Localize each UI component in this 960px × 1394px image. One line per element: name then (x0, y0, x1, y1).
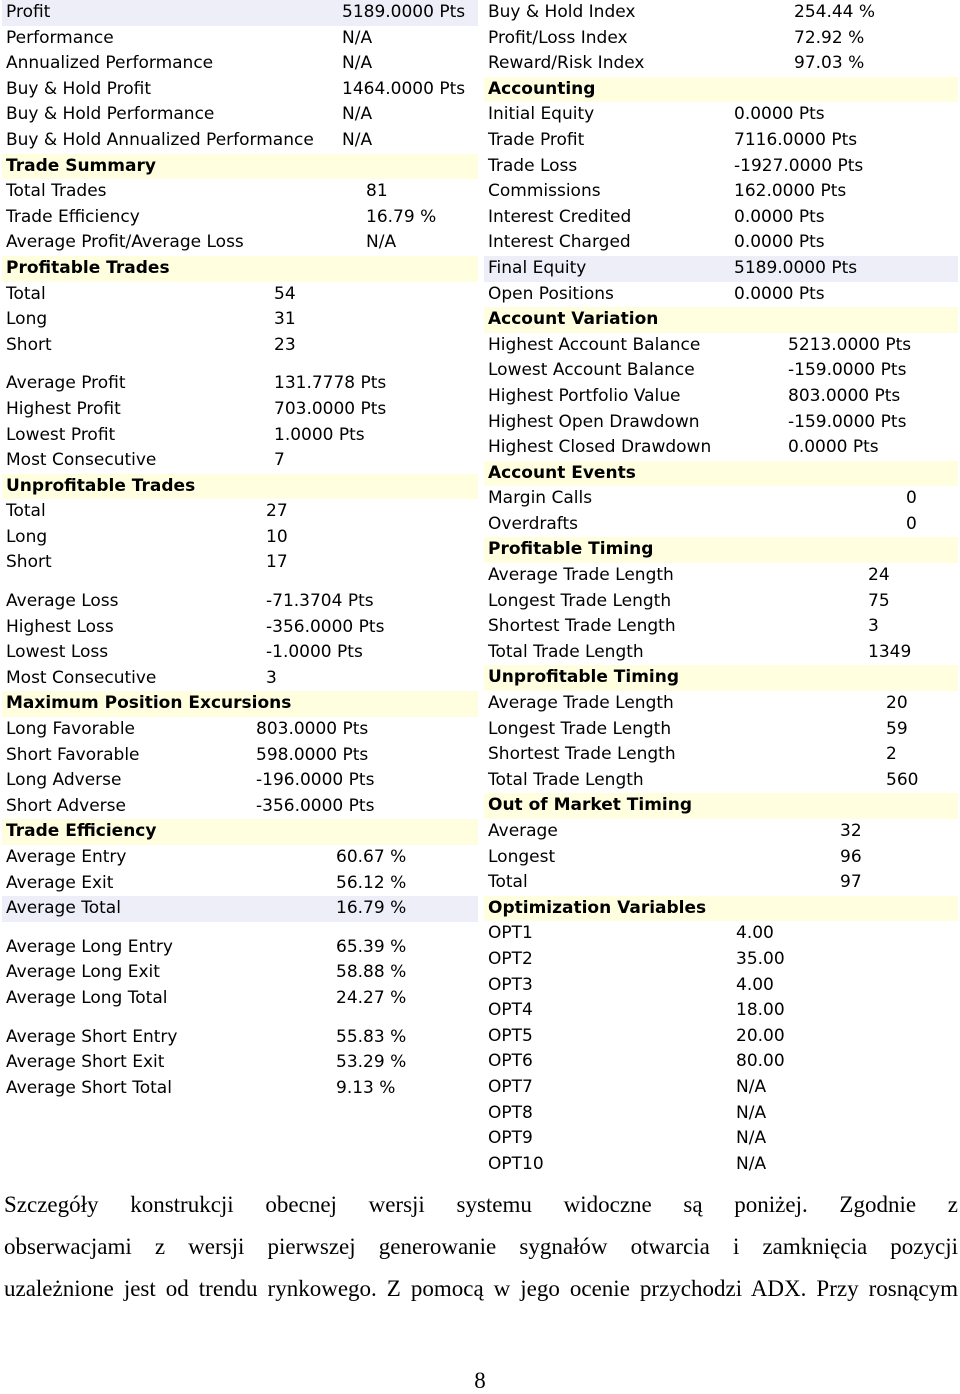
stat-label: Interest Charged (488, 232, 631, 253)
stat-value: N/A (736, 1102, 767, 1123)
stat-label: Trade Efficiency (6, 821, 157, 842)
stat-label: OPT5 (488, 1025, 533, 1046)
stat-row-interest-credited (484, 205, 958, 231)
stat-label: Shortest Trade Length (488, 744, 676, 765)
stat-value: 35.00 (736, 948, 785, 969)
stat-label: Highest Open Drawdown (488, 411, 700, 432)
stat-label: Trade Efficiency (6, 206, 140, 227)
stat-label: Buy & Hold Index (488, 2, 636, 22)
stat-label: OPT2 (488, 948, 533, 969)
stat-value: 0.0000 Pts (734, 104, 825, 125)
stat-row-most-consecutive (2, 666, 478, 692)
stat-row-lowest-account-balance (484, 358, 958, 384)
stat-value: -159.0000 Pts (788, 411, 907, 432)
stat-label: Buy & Hold Profit (6, 78, 152, 99)
stat-label: Lowest Profit (6, 424, 116, 445)
stat-row-trade-profit (484, 128, 958, 154)
stat-value: 58.88 % (336, 962, 407, 983)
stat-value: 96 (840, 846, 862, 867)
stat-row-total-trade-length (484, 768, 958, 794)
stat-label: Profitable Trades (6, 257, 170, 278)
body-paragraph (4, 1187, 958, 1313)
stat-value: 75 (868, 590, 890, 611)
stat-value: -1.0000 Pts (266, 642, 363, 663)
stat-row-opt2 (484, 947, 958, 973)
stat-value: 4.00 (736, 923, 774, 944)
stat-label: Total (488, 872, 528, 893)
stat-value: 16.79 % (366, 206, 437, 227)
left-stats-column (2, 0, 478, 1101)
spacer (2, 576, 478, 589)
section-header-profitable-timing (484, 537, 958, 563)
stat-label: Average Total (6, 898, 121, 919)
stat-row-highest-profit (2, 397, 478, 423)
section-header-account-events (484, 461, 958, 487)
section-header-profitable-trades (2, 256, 478, 282)
stat-row-final-equity (484, 256, 958, 282)
stat-value: 20 (886, 693, 908, 714)
stat-row-average-profit (2, 371, 478, 397)
stat-row-longest (484, 845, 958, 871)
stat-value: 598.0000 Pts (256, 744, 369, 765)
stat-label: Trade Summary (6, 155, 156, 176)
stat-row-total (2, 282, 478, 308)
stat-label: Buy & Hold Annualized Performance (6, 129, 314, 150)
stat-row-total-trades (2, 179, 478, 205)
section-header-trade-summary (2, 154, 478, 180)
stat-row-average-profit-average-loss (2, 230, 478, 256)
stat-row-buy-hold-profit (2, 77, 478, 103)
stat-value: 2 (886, 744, 897, 765)
section-header-account-variation (484, 307, 958, 333)
stat-value: 5189.0000 Pts (342, 2, 466, 22)
stat-row-buy-hold-annualized-performance (2, 128, 478, 154)
stat-value: 20.00 (736, 1025, 785, 1046)
stat-row-shortest-trade-length (484, 742, 958, 768)
spacer (2, 358, 478, 371)
section-header-unprofitable-timing (484, 665, 958, 691)
stat-label: Longest (488, 846, 556, 867)
stat-value: 0.0000 Pts (788, 437, 879, 458)
stat-value: -1927.0000 Pts (734, 155, 864, 176)
spacer (2, 922, 478, 935)
stat-label: Average (488, 821, 558, 841)
stat-row-average-short-exit (2, 1050, 478, 1076)
paragraph-line: Szczegóły konstrukcji obecnej wersji systemu widoczne są poniżej. Zgodnie z (4, 1192, 958, 1217)
stat-label: Annualized Performance (6, 53, 214, 74)
stat-row-short (2, 333, 478, 359)
stat-label: Longest Trade Length (488, 718, 672, 739)
section-header-accounting (484, 77, 958, 103)
stat-row-profit (2, 0, 478, 26)
stat-row-highest-portfolio-value (484, 384, 958, 410)
stat-value: 60.67 % (336, 847, 407, 867)
stat-label: Total Trade Length (488, 641, 644, 662)
stat-value: 9.13 % (336, 1077, 396, 1098)
stat-label: Final Equity (488, 257, 587, 278)
stat-label: Average Profit (6, 373, 126, 394)
stat-label: Short (6, 334, 52, 355)
stat-value: N/A (342, 129, 373, 150)
stat-row-short (2, 550, 478, 576)
stat-value: 560 (886, 769, 919, 790)
stat-value: -356.0000 Pts (256, 795, 375, 816)
stat-value: 54 (274, 283, 296, 304)
stat-row-average-trade-length (484, 691, 958, 717)
stat-row-average-long-total (2, 986, 478, 1012)
stat-label: Accounting (488, 78, 596, 99)
stat-value: 32 (840, 821, 862, 841)
stat-value: 55.83 % (336, 1026, 407, 1047)
stat-value: 16.79 % (336, 898, 407, 919)
stat-value: 1349 (868, 641, 912, 662)
stat-row-opt4 (484, 998, 958, 1024)
stat-value: N/A (736, 1128, 767, 1149)
stat-row-opt3 (484, 973, 958, 999)
stat-row-interest-charged (484, 230, 958, 256)
stat-label: Total Trades (6, 181, 107, 202)
stat-row-profit-loss-index (484, 26, 958, 52)
stat-value: N/A (342, 104, 373, 125)
stat-label: OPT8 (488, 1102, 533, 1123)
paragraph-line: obserwacjami z wersji pierwszej generowanie sygnałów otwarcia i zamknięcia pozycji (4, 1234, 958, 1259)
stat-row-average-entry (2, 845, 478, 871)
stat-row-annualized-performance (2, 51, 478, 77)
stat-value: 162.0000 Pts (734, 181, 847, 202)
stat-label: Highest Loss (6, 616, 114, 637)
stat-row-opt9 (484, 1126, 958, 1152)
stat-label: Trade Loss (488, 155, 578, 176)
stat-label: OPT6 (488, 1051, 533, 1072)
stat-row-longest-trade-length (484, 589, 958, 615)
stat-row-highest-loss (2, 615, 478, 641)
stat-value: 0.0000 Pts (734, 283, 825, 304)
stat-row-performance (2, 26, 478, 52)
stat-label: OPT1 (488, 923, 533, 944)
stat-label: OPT10 (488, 1153, 544, 1174)
stat-label: Long Favorable (6, 719, 136, 740)
stat-value: 0.0000 Pts (734, 206, 825, 227)
stat-label: Highest Closed Drawdown (488, 437, 712, 458)
stat-value: N/A (736, 1153, 767, 1174)
stat-label: Short Adverse (6, 795, 126, 816)
stat-value: 10 (266, 526, 288, 547)
stat-value: 703.0000 Pts (274, 398, 387, 419)
stat-label: Unprofitable Trades (6, 475, 196, 496)
stat-label: Long (6, 526, 48, 547)
stat-label: Longest Trade Length (488, 590, 672, 611)
stat-label: Long Adverse (6, 770, 122, 791)
stat-label: Lowest Account Balance (488, 360, 695, 381)
stat-label: Account Events (488, 462, 636, 483)
stat-row-short-adverse (2, 794, 478, 820)
stat-row-opt6 (484, 1049, 958, 1075)
stat-label: Average Long Exit (6, 962, 160, 983)
stat-row-long-favorable (2, 717, 478, 743)
stat-value: 80.00 (736, 1051, 785, 1072)
page-number: 8 (474, 1368, 486, 1393)
stat-row-highest-closed-drawdown (484, 435, 958, 461)
stat-value: 72.92 % (794, 27, 865, 48)
stat-row-opt5 (484, 1024, 958, 1050)
stat-label: Average Entry (6, 847, 127, 867)
stat-row-average-total (2, 896, 478, 922)
stat-label: Long (6, 309, 48, 330)
stat-label: Average Trade Length (488, 565, 674, 586)
stat-label: Average Exit (6, 872, 114, 893)
stat-value: 5213.0000 Pts (788, 334, 912, 355)
stat-row-trade-efficiency (2, 205, 478, 231)
stat-value: 0.0000 Pts (734, 232, 825, 253)
stat-value: -356.0000 Pts (266, 616, 385, 637)
stat-value: 59 (886, 718, 908, 739)
stat-row-opt1 (484, 921, 958, 947)
stat-row-total (2, 499, 478, 525)
stat-value: 23 (274, 334, 296, 355)
stat-row-buy-hold-performance (2, 102, 478, 128)
spacer (2, 1012, 478, 1025)
stat-row-highest-account-balance (484, 333, 958, 359)
stat-row-average-exit (2, 871, 478, 897)
stat-label: OPT4 (488, 1000, 533, 1021)
stat-value: 0 (906, 488, 917, 509)
stat-row-overdrafts (484, 512, 958, 538)
stat-row-average-long-exit (2, 960, 478, 986)
stat-label: OPT3 (488, 974, 533, 995)
stat-label: Trade Profit (488, 129, 585, 150)
stat-row-long (2, 307, 478, 333)
stat-row-shortest-trade-length (484, 614, 958, 640)
stat-label: Interest Credited (488, 206, 632, 227)
stat-row-margin-calls (484, 486, 958, 512)
stat-value: 7116.0000 Pts (734, 129, 858, 150)
section-header-maximum-position-excursions (2, 691, 478, 717)
stat-label: Highest Portfolio Value (488, 385, 681, 406)
stat-label: Total (6, 283, 46, 304)
stat-label: Average Short Entry (6, 1026, 178, 1047)
stat-row-longest-trade-length (484, 717, 958, 743)
stat-label: OPT9 (488, 1128, 533, 1149)
stat-label: OPT7 (488, 1076, 533, 1097)
stat-row-opt8 (484, 1101, 958, 1127)
stat-row-long (2, 525, 478, 551)
stat-row-average-long-entry (2, 935, 478, 961)
stat-label: Overdrafts (488, 513, 578, 534)
stat-value: 4.00 (736, 974, 774, 995)
stat-label: Average Long Total (6, 987, 168, 1008)
stat-row-total-trade-length (484, 640, 958, 666)
stat-value: -159.0000 Pts (788, 360, 907, 381)
stat-row-commissions (484, 179, 958, 205)
stat-value: N/A (736, 1076, 767, 1097)
stat-value: 803.0000 Pts (256, 719, 369, 740)
paragraph-line: uzależnione jest od trendu rynkowego. Z pomocą w jego ocenie przychodzi ADX. Przy rosnącym (4, 1276, 958, 1301)
stat-label: Open Positions (488, 283, 614, 304)
stat-value: 5189.0000 Pts (734, 257, 858, 278)
stat-row-lowest-profit (2, 423, 478, 449)
stat-row-initial-equity (484, 102, 958, 128)
stat-label: Reward/Risk Index (488, 53, 645, 74)
stat-row-trade-loss (484, 154, 958, 180)
stat-label: Lowest Loss (6, 642, 109, 663)
stat-row-short-favorable (2, 743, 478, 769)
stat-value: 53.29 % (336, 1052, 407, 1073)
stat-value: N/A (342, 53, 373, 74)
stat-row-average-loss (2, 589, 478, 615)
stat-value: 24.27 % (336, 987, 407, 1008)
right-stats-column (484, 0, 958, 1177)
stat-label: Out of Market Timing (488, 795, 693, 816)
stat-row-total (484, 870, 958, 896)
stat-label: Profit (6, 2, 51, 22)
stat-value: N/A (366, 232, 397, 253)
stat-label: Margin Calls (488, 488, 593, 509)
stat-row-average (484, 819, 958, 845)
stat-value: 131.7778 Pts (274, 373, 387, 394)
stat-label: Total Trade Length (488, 769, 644, 790)
stat-row-opt7 (484, 1075, 958, 1101)
section-header-out-of-market-timing (484, 793, 958, 819)
stat-row-open-positions (484, 282, 958, 308)
stat-label: Total (6, 501, 46, 522)
stat-value: -71.3704 Pts (266, 591, 374, 612)
stat-label: Optimization Variables (488, 897, 707, 918)
stat-row-long-adverse (2, 768, 478, 794)
stat-label: Shortest Trade Length (488, 616, 676, 637)
stat-value: 254.44 % (794, 2, 876, 22)
stat-row-average-short-entry (2, 1025, 478, 1051)
stat-label: Account Variation (488, 309, 659, 330)
stat-value: 0 (906, 513, 917, 534)
stat-label: Short (6, 552, 52, 573)
stat-value: 3 (868, 616, 879, 637)
stat-row-opt10 (484, 1152, 958, 1178)
stat-label: Short Favorable (6, 744, 140, 765)
stat-value: 81 (366, 181, 388, 202)
stat-row-reward-risk-index (484, 51, 958, 77)
stat-value: 1.0000 Pts (274, 424, 365, 445)
stat-label: Average Loss (6, 591, 119, 612)
stat-row-highest-open-drawdown (484, 410, 958, 436)
stat-label: Profitable Timing (488, 539, 654, 560)
stat-value: 27 (266, 501, 288, 522)
stat-row-buy-hold-index (484, 0, 958, 26)
stat-value: 65.39 % (336, 936, 407, 957)
stat-label: Highest Account Balance (488, 334, 701, 355)
stat-value: 17 (266, 552, 288, 573)
stat-label: Commissions (488, 181, 601, 202)
stat-value: -196.0000 Pts (256, 770, 375, 791)
section-header-optimization-variables (484, 896, 958, 922)
stat-value: 803.0000 Pts (788, 385, 901, 406)
section-header-trade-efficiency (2, 819, 478, 845)
stat-label: Highest Profit (6, 398, 121, 419)
stat-label: Maximum Position Excursions (6, 693, 292, 714)
stat-row-average-trade-length (484, 563, 958, 589)
stat-label: Initial Equity (488, 104, 595, 125)
stat-label: Average Short Exit (6, 1052, 165, 1073)
stat-label: Average Profit/Average Loss (6, 232, 244, 253)
stat-value: 97 (840, 872, 862, 893)
stat-value: 3 (266, 667, 277, 688)
stat-row-most-consecutive (2, 448, 478, 474)
stat-label: Average Long Entry (6, 936, 173, 957)
stat-label: Profit/Loss Index (488, 27, 628, 48)
stat-label: Average Trade Length (488, 693, 674, 714)
stat-value: 18.00 (736, 1000, 785, 1021)
section-header-unprofitable-trades (2, 474, 478, 500)
stat-label: Buy & Hold Performance (6, 104, 215, 125)
stat-value: N/A (342, 27, 373, 48)
stat-row-lowest-loss (2, 640, 478, 666)
stat-label: Unprofitable Timing (488, 667, 680, 688)
stat-label: Most Consecutive (6, 450, 157, 471)
stat-label: Most Consecutive (6, 667, 157, 688)
stat-label: Average Short Total (6, 1077, 172, 1098)
stat-value: 24 (868, 565, 890, 586)
stat-value: 7 (274, 450, 285, 471)
stat-value: 31 (274, 309, 296, 330)
stat-value: 97.03 % (794, 53, 865, 74)
stat-value: 1464.0000 Pts (342, 78, 466, 99)
stat-label: Performance (6, 27, 114, 48)
stat-row-average-short-total (2, 1076, 478, 1102)
stat-value: 56.12 % (336, 872, 407, 893)
